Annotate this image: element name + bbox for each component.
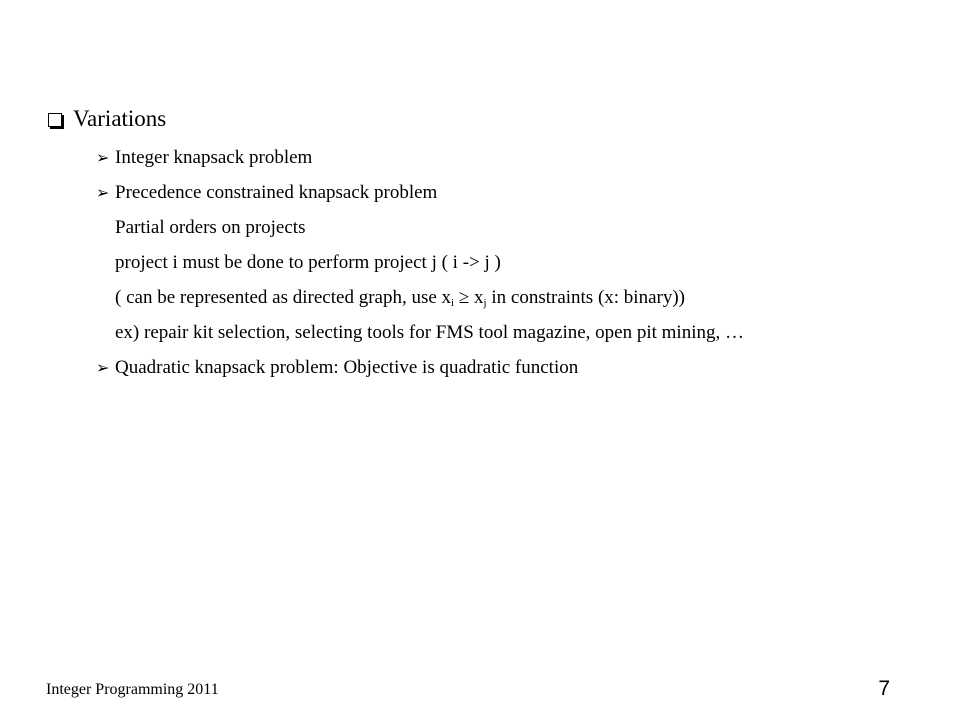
item-text: Integer knapsack problem	[115, 147, 313, 168]
list-item	[96, 181, 926, 216]
list-item	[96, 251, 926, 286]
ge-symbol: ≥ x	[454, 287, 484, 308]
item-text: Quadratic knapsack problem: Objective is quadratic function	[115, 357, 579, 378]
subscript-j: j	[483, 297, 487, 309]
item-text: project i must be done to perform project j ( i -> j )	[115, 252, 501, 273]
slide-heading	[48, 104, 166, 134]
footer-course: Integer Programming 2011	[46, 681, 219, 698]
list-item	[96, 216, 926, 251]
heading-text: Variations	[73, 106, 167, 131]
item-text: Precedence constrained knapsack problem	[115, 182, 438, 203]
item-text: Partial orders on projects	[115, 217, 306, 238]
item-text-pre: ( can be represented as directed graph, use x	[115, 287, 452, 308]
list-item	[96, 146, 926, 181]
item-text-post: in constraints (x: binary))	[486, 287, 686, 308]
subscript-i: i	[451, 297, 455, 309]
list-item	[96, 356, 926, 391]
arrow-bullet-icon: ➢	[96, 360, 110, 377]
list-item	[96, 321, 926, 356]
arrow-bullet-icon: ➢	[96, 150, 110, 167]
list-item	[96, 286, 926, 321]
variations-list	[96, 146, 926, 391]
arrow-bullet-icon: ➢	[96, 185, 110, 202]
square-bullet-icon	[48, 113, 62, 127]
item-text: ex) repair kit selection, selecting tools for FMS tool magazine, open pit mining, …	[115, 322, 744, 343]
page-number: 7	[878, 677, 890, 700]
